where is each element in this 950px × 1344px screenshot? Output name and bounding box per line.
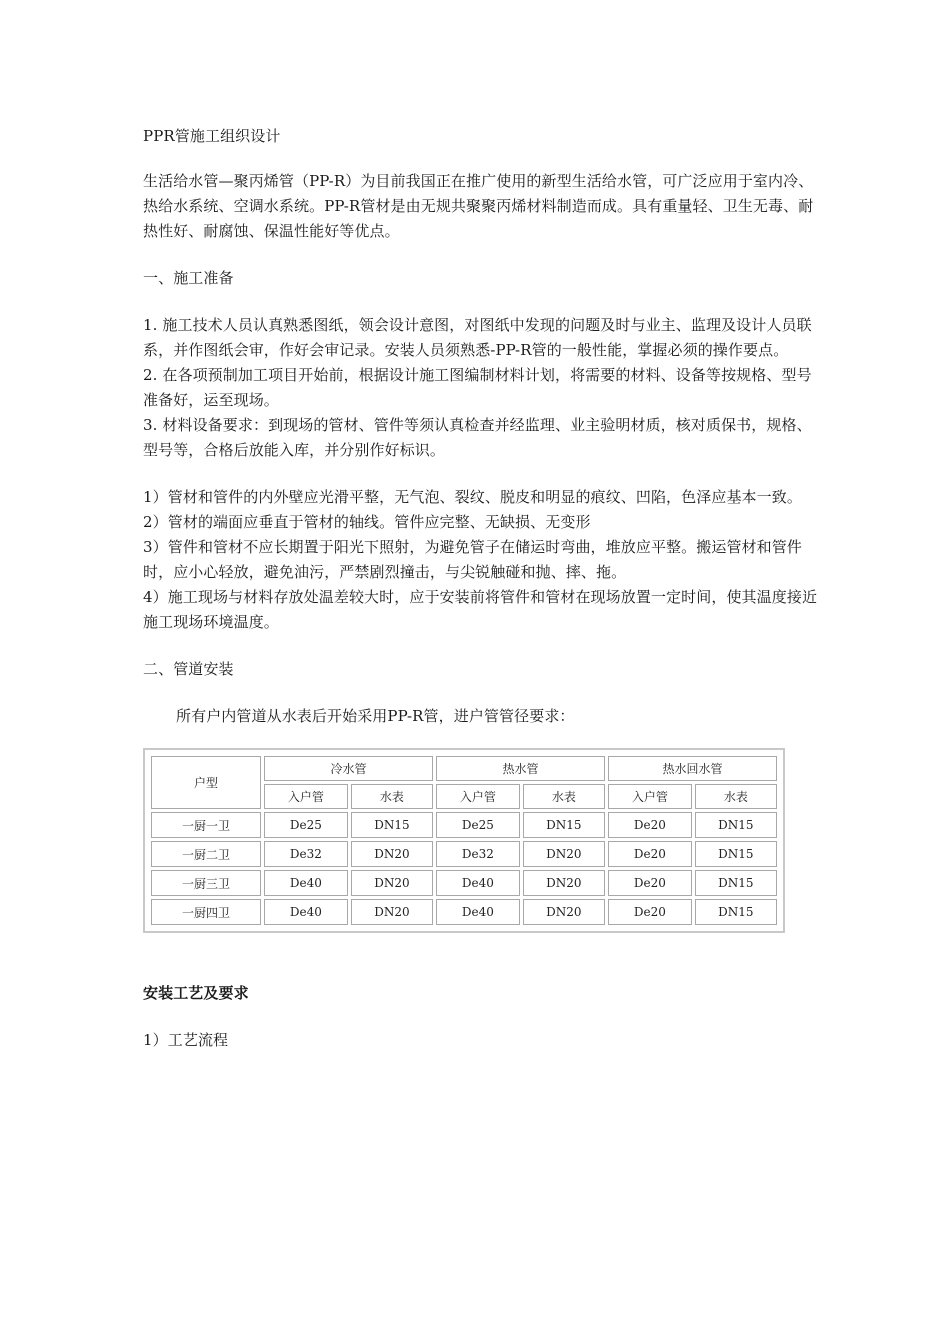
- table-cell: DN20: [523, 899, 605, 925]
- table-row: [151, 899, 777, 925]
- table-cell: De25: [264, 812, 348, 838]
- document-page: [143, 120, 823, 1053]
- table-cell: De25: [436, 812, 520, 838]
- header-hot-return: 热水回水管: [608, 756, 777, 781]
- table-cell: 一厨二卫: [151, 841, 261, 867]
- table-cell: DN20: [351, 899, 433, 925]
- subheader-cell: 入户管: [608, 784, 692, 809]
- table-cell: DN15: [695, 899, 777, 925]
- subheader-cell: 水表: [351, 784, 433, 809]
- document-title: PPR管施工组织设计: [143, 127, 281, 145]
- subheader-cell: 水表: [523, 784, 605, 809]
- table-row: [151, 812, 777, 838]
- material-req-2: 2）管材的端面应垂直于管材的轴线。管件应完整、无缺损、无变形: [143, 513, 591, 531]
- table-cell: De20: [608, 812, 692, 838]
- table-cell: 一厨四卫: [151, 899, 261, 925]
- subheader-cell: 入户管: [436, 784, 520, 809]
- header-unit-type: 户型: [151, 756, 261, 809]
- table-cell: DN20: [523, 841, 605, 867]
- table-cell: DN20: [351, 841, 433, 867]
- section2-intro: 所有户内管道从水表后开始采用PP-R管，进户管管径要求：: [176, 707, 575, 725]
- table-cell: De20: [608, 841, 692, 867]
- table-cell: De32: [264, 841, 348, 867]
- table-cell: DN15: [695, 812, 777, 838]
- section3-item-1: 1）工艺流程: [143, 1031, 229, 1049]
- table-cell: De40: [436, 899, 520, 925]
- table-cell: DN20: [523, 870, 605, 896]
- table-cell: 一厨一卫: [151, 812, 261, 838]
- section2-heading: 二、管道安装: [143, 660, 234, 678]
- table-cell: De40: [264, 899, 348, 925]
- header-hot-water: 热水管: [436, 756, 605, 781]
- table-cell: De40: [436, 870, 520, 896]
- material-req-1: 1）管材和管件的内外壁应光滑平整，无气泡、裂纹、脱皮和明显的痕纹、凹陷，色泽应基本一致。: [143, 488, 802, 506]
- subheader-cell: 水表: [695, 784, 777, 809]
- material-req-4: 4）施工现场与材料存放处温差较大时，应于安装前将管件和管材在现场放置一定时间，使其温度接近施工现场环境温度。: [143, 588, 818, 631]
- pipe-size-table: [148, 753, 780, 928]
- intro-paragraph: 生活给水管—聚丙烯管（PP-R）为目前我国正在推广使用的新型生活给水管，可广泛应用于室内冷、热给水系统、空调水系统。PP-R管材是由无规共聚聚丙烯材料制造而成。具有重量轻、卫生无毒、耐热性好、耐腐蚀、保温性能好等优点。: [143, 172, 814, 240]
- subheader-cell: 入户管: [264, 784, 348, 809]
- table-cell: DN15: [351, 812, 433, 838]
- material-req-3: 3）管件和管材不应长期置于阳光下照射，为避免管子在储运时弯曲，堆放应平整。搬运管材和管件时，应小心轻放，避免油污，严禁剧烈撞击，与尖锐触碰和抛、摔、拖。: [143, 538, 802, 581]
- table-row: [151, 841, 777, 867]
- table-cell: DN15: [523, 812, 605, 838]
- pipe-size-table-frame: [143, 748, 785, 933]
- table-header-row: [151, 756, 777, 781]
- table-cell: DN20: [351, 870, 433, 896]
- section1-item-2: 2. 在各项预制加工项目开始前，根据设计施工图编制材料计划，将需要的材料、设备等按规格、型号准备好，运至现场。: [143, 366, 812, 409]
- table-cell: De20: [608, 870, 692, 896]
- table-cell: De40: [264, 870, 348, 896]
- table-cell: DN15: [695, 870, 777, 896]
- table-row: [151, 870, 777, 896]
- header-cold-water: 冷水管: [264, 756, 433, 781]
- section1-heading: 一、施工准备: [143, 269, 234, 287]
- table-cell: DN15: [695, 841, 777, 867]
- table-cell: 一厨三卫: [151, 870, 261, 896]
- section3-heading: 安装工艺及要求: [143, 984, 249, 1002]
- table-cell: De32: [436, 841, 520, 867]
- table-cell: De20: [608, 899, 692, 925]
- section1-item-1: 1. 施工技术人员认真熟悉图纸，领会设计意图，对图纸中发现的问题及时与业主、监理及设计人员联系，并作图纸会审，作好会审记录。安装人员须熟悉-PP-R管的一般性能，掌握必须的操作要点。: [143, 316, 812, 359]
- section1-item-3: 3. 材料设备要求：到现场的管材、管件等须认真检查并经监理、业主验明材质，核对质保书，规格、型号等，合格后放能入库，并分别作好标识。: [143, 416, 812, 459]
